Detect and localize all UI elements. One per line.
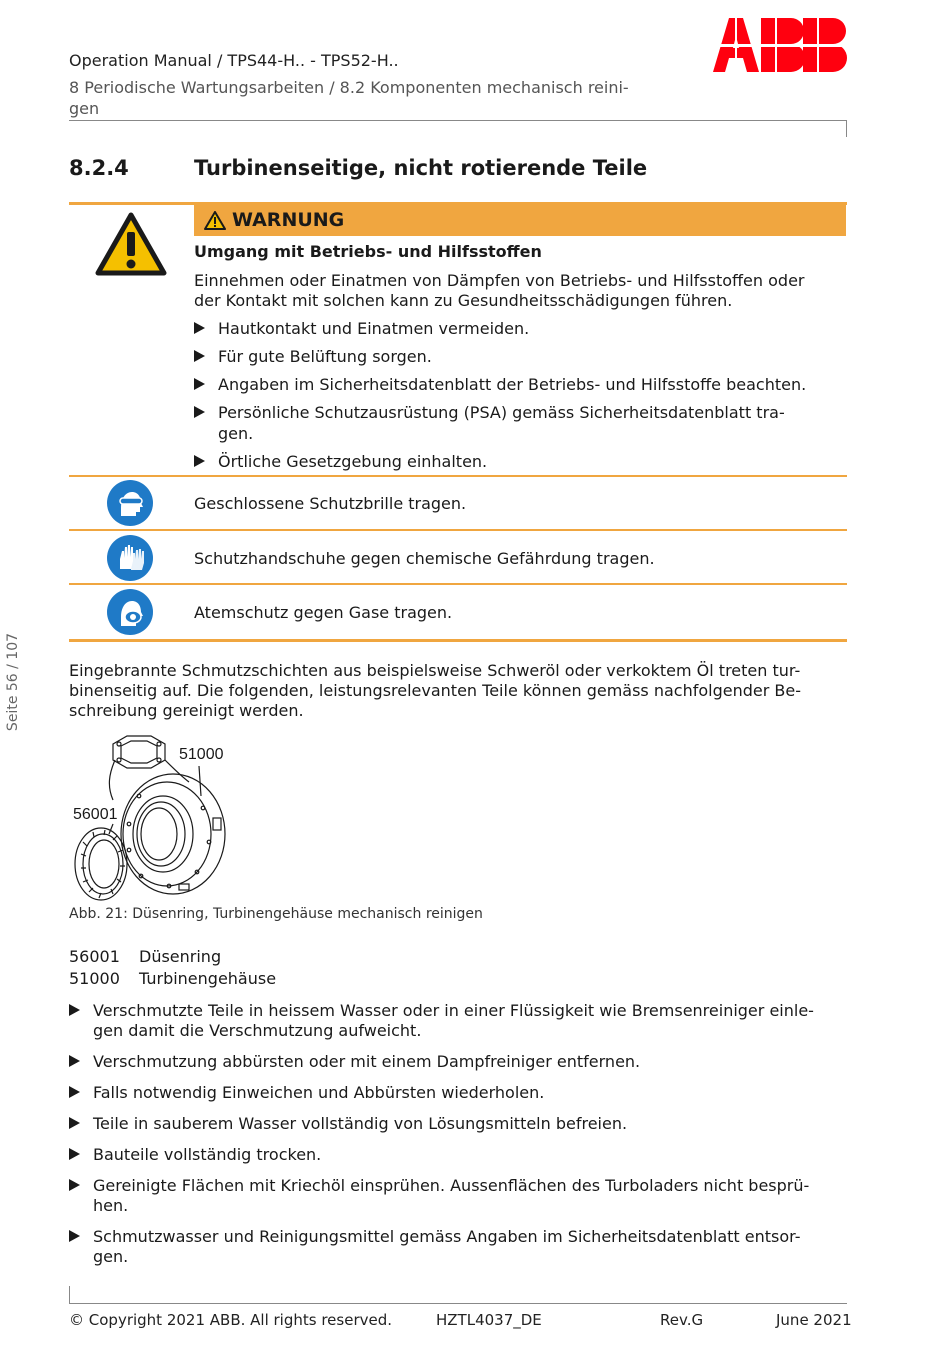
legend-name: Düsenring bbox=[139, 947, 222, 966]
bullet-icon bbox=[194, 350, 205, 362]
header-breadcrumb-line2: gen bbox=[69, 99, 100, 118]
warning-item: Für gute Belüftung sorgen. bbox=[218, 347, 432, 366]
footer-copyright: © Copyright 2021 ABB. All rights reserved. bbox=[69, 1311, 393, 1329]
warning-item: Örtliche Gesetzgebung einhalten. bbox=[218, 452, 488, 471]
intro-line: schreibung gereinigt werden. bbox=[69, 701, 304, 720]
warning-label: WARNUNG bbox=[232, 209, 345, 231]
step-line: gen. bbox=[93, 1247, 129, 1266]
legend-name: Turbinengehäuse bbox=[139, 969, 277, 988]
bullet-icon bbox=[194, 322, 205, 334]
figure-label-housing: 51000 bbox=[179, 746, 224, 763]
footer-revision: Rev.G bbox=[660, 1311, 704, 1329]
footer-date: June 2021 bbox=[776, 1311, 852, 1329]
bullet-icon bbox=[69, 1055, 80, 1067]
ppe-divider bbox=[69, 583, 847, 585]
warning-item-continued: gen. bbox=[218, 424, 254, 443]
step-line: Verschmutzte Teile in heissem Wasser oder in einer Flüssigkeit wie Bremsenreiniger einle- bbox=[93, 1001, 814, 1020]
warning-text-line2: der Kontakt mit solchen kann zu Gesundheitsschädigungen führen. bbox=[194, 291, 733, 310]
header-rule bbox=[69, 120, 847, 121]
bullet-icon bbox=[194, 406, 205, 418]
footer-doc-id: HZTL4037_DE bbox=[436, 1311, 542, 1329]
abb-logo bbox=[713, 18, 847, 72]
header-rule-tick bbox=[846, 120, 847, 137]
intro-line: binenseitig auf. Die folgenden, leistungsrelevanten Teile können gemäss nachfolgender Be- bbox=[69, 681, 801, 700]
respirator-icon bbox=[107, 589, 153, 635]
page-number-vertical: Seite 56 / 107 bbox=[5, 632, 21, 732]
footer-rule bbox=[69, 1303, 847, 1304]
header-breadcrumb-line1: 8 Periodische Wartungsarbeiten / 8.2 Komponenten mechanisch reini- bbox=[69, 78, 629, 97]
legend-code: 51000 bbox=[69, 969, 120, 988]
warning-subtitle: Umgang mit Betriebs- und Hilfsstoffen bbox=[194, 242, 542, 261]
step-line: Bauteile vollständig trocken. bbox=[93, 1145, 322, 1164]
bullet-icon bbox=[69, 1179, 80, 1191]
warning-item: Persönliche Schutzausrüstung (PSA) gemäss Sicherheitsdatenblatt tra- bbox=[218, 403, 785, 422]
ppe-text: Geschlossene Schutzbrille tragen. bbox=[194, 494, 467, 513]
ppe-text: Atemschutz gegen Gase tragen. bbox=[194, 603, 453, 622]
bullet-icon bbox=[69, 1148, 80, 1160]
header-manual-title: Operation Manual / TPS44-H.. - TPS52-H.. bbox=[69, 51, 399, 70]
section-number: 8.2.4 bbox=[69, 156, 129, 180]
warning-triangle-icon bbox=[95, 212, 167, 276]
header-breadcrumb bbox=[69, 77, 679, 119]
ppe-text: Schutzhandschuhe gegen chemische Gefährdung tragen. bbox=[194, 549, 655, 568]
section-title: Turbinenseitige, nicht rotierende Teile bbox=[194, 156, 648, 180]
warning-text-line1: Einnehmen oder Einatmen von Dämpfen von Betriebs- und Hilfsstoffen oder bbox=[194, 271, 805, 290]
step-line: Falls notwendig Einweichen und Abbürsten wiederholen. bbox=[93, 1083, 545, 1102]
warning-item: Angaben im Sicherheitsdatenblatt der Betriebs- und Hilfsstoffe beachten. bbox=[218, 375, 807, 394]
bullet-icon bbox=[69, 1230, 80, 1242]
legend-code: 56001 bbox=[69, 947, 120, 966]
bullet-icon bbox=[194, 455, 205, 467]
ppe-divider bbox=[69, 529, 847, 531]
figure-caption: Abb. 21: Düsenring, Turbinengehäuse mechanisch reinigen bbox=[69, 906, 483, 922]
step-line: Schmutzwasser und Reinigungsmittel gemäss Angaben im Sicherheitsdatenblatt entsor- bbox=[93, 1227, 801, 1246]
warning-bottom-rule bbox=[69, 639, 847, 642]
bullet-icon bbox=[194, 378, 205, 390]
figure-label-ring: 56001 bbox=[73, 806, 118, 823]
bullet-icon bbox=[69, 1117, 80, 1129]
step-line: gen damit die Verschmutzung aufweicht. bbox=[93, 1021, 422, 1040]
bullet-icon bbox=[69, 1086, 80, 1098]
step-line: hen. bbox=[93, 1196, 129, 1215]
intro-line: Eingebrannte Schmutzschichten aus beispielsweise Schweröl oder verkoktem Öl treten tur- bbox=[69, 661, 801, 680]
warning-item: Hautkontakt und Einatmen vermeiden. bbox=[218, 319, 530, 338]
ppe-divider bbox=[69, 475, 847, 477]
step-line: Verschmutzung abbürsten oder mit einem Dampfreiniger entfernen. bbox=[93, 1052, 641, 1071]
protective-gloves-icon bbox=[107, 535, 153, 581]
step-line: Gereinigte Flächen mit Kriechöl einsprühen. Aussenflächen des Turboladers nicht besprü- bbox=[93, 1176, 810, 1195]
footer-rule-tick bbox=[69, 1286, 70, 1303]
step-line: Teile in sauberem Wasser vollständig von Lösungsmitteln befreien. bbox=[93, 1114, 628, 1133]
warning-small-icon bbox=[204, 211, 226, 230]
safety-goggles-icon bbox=[107, 480, 153, 526]
bullet-icon bbox=[69, 1004, 80, 1016]
